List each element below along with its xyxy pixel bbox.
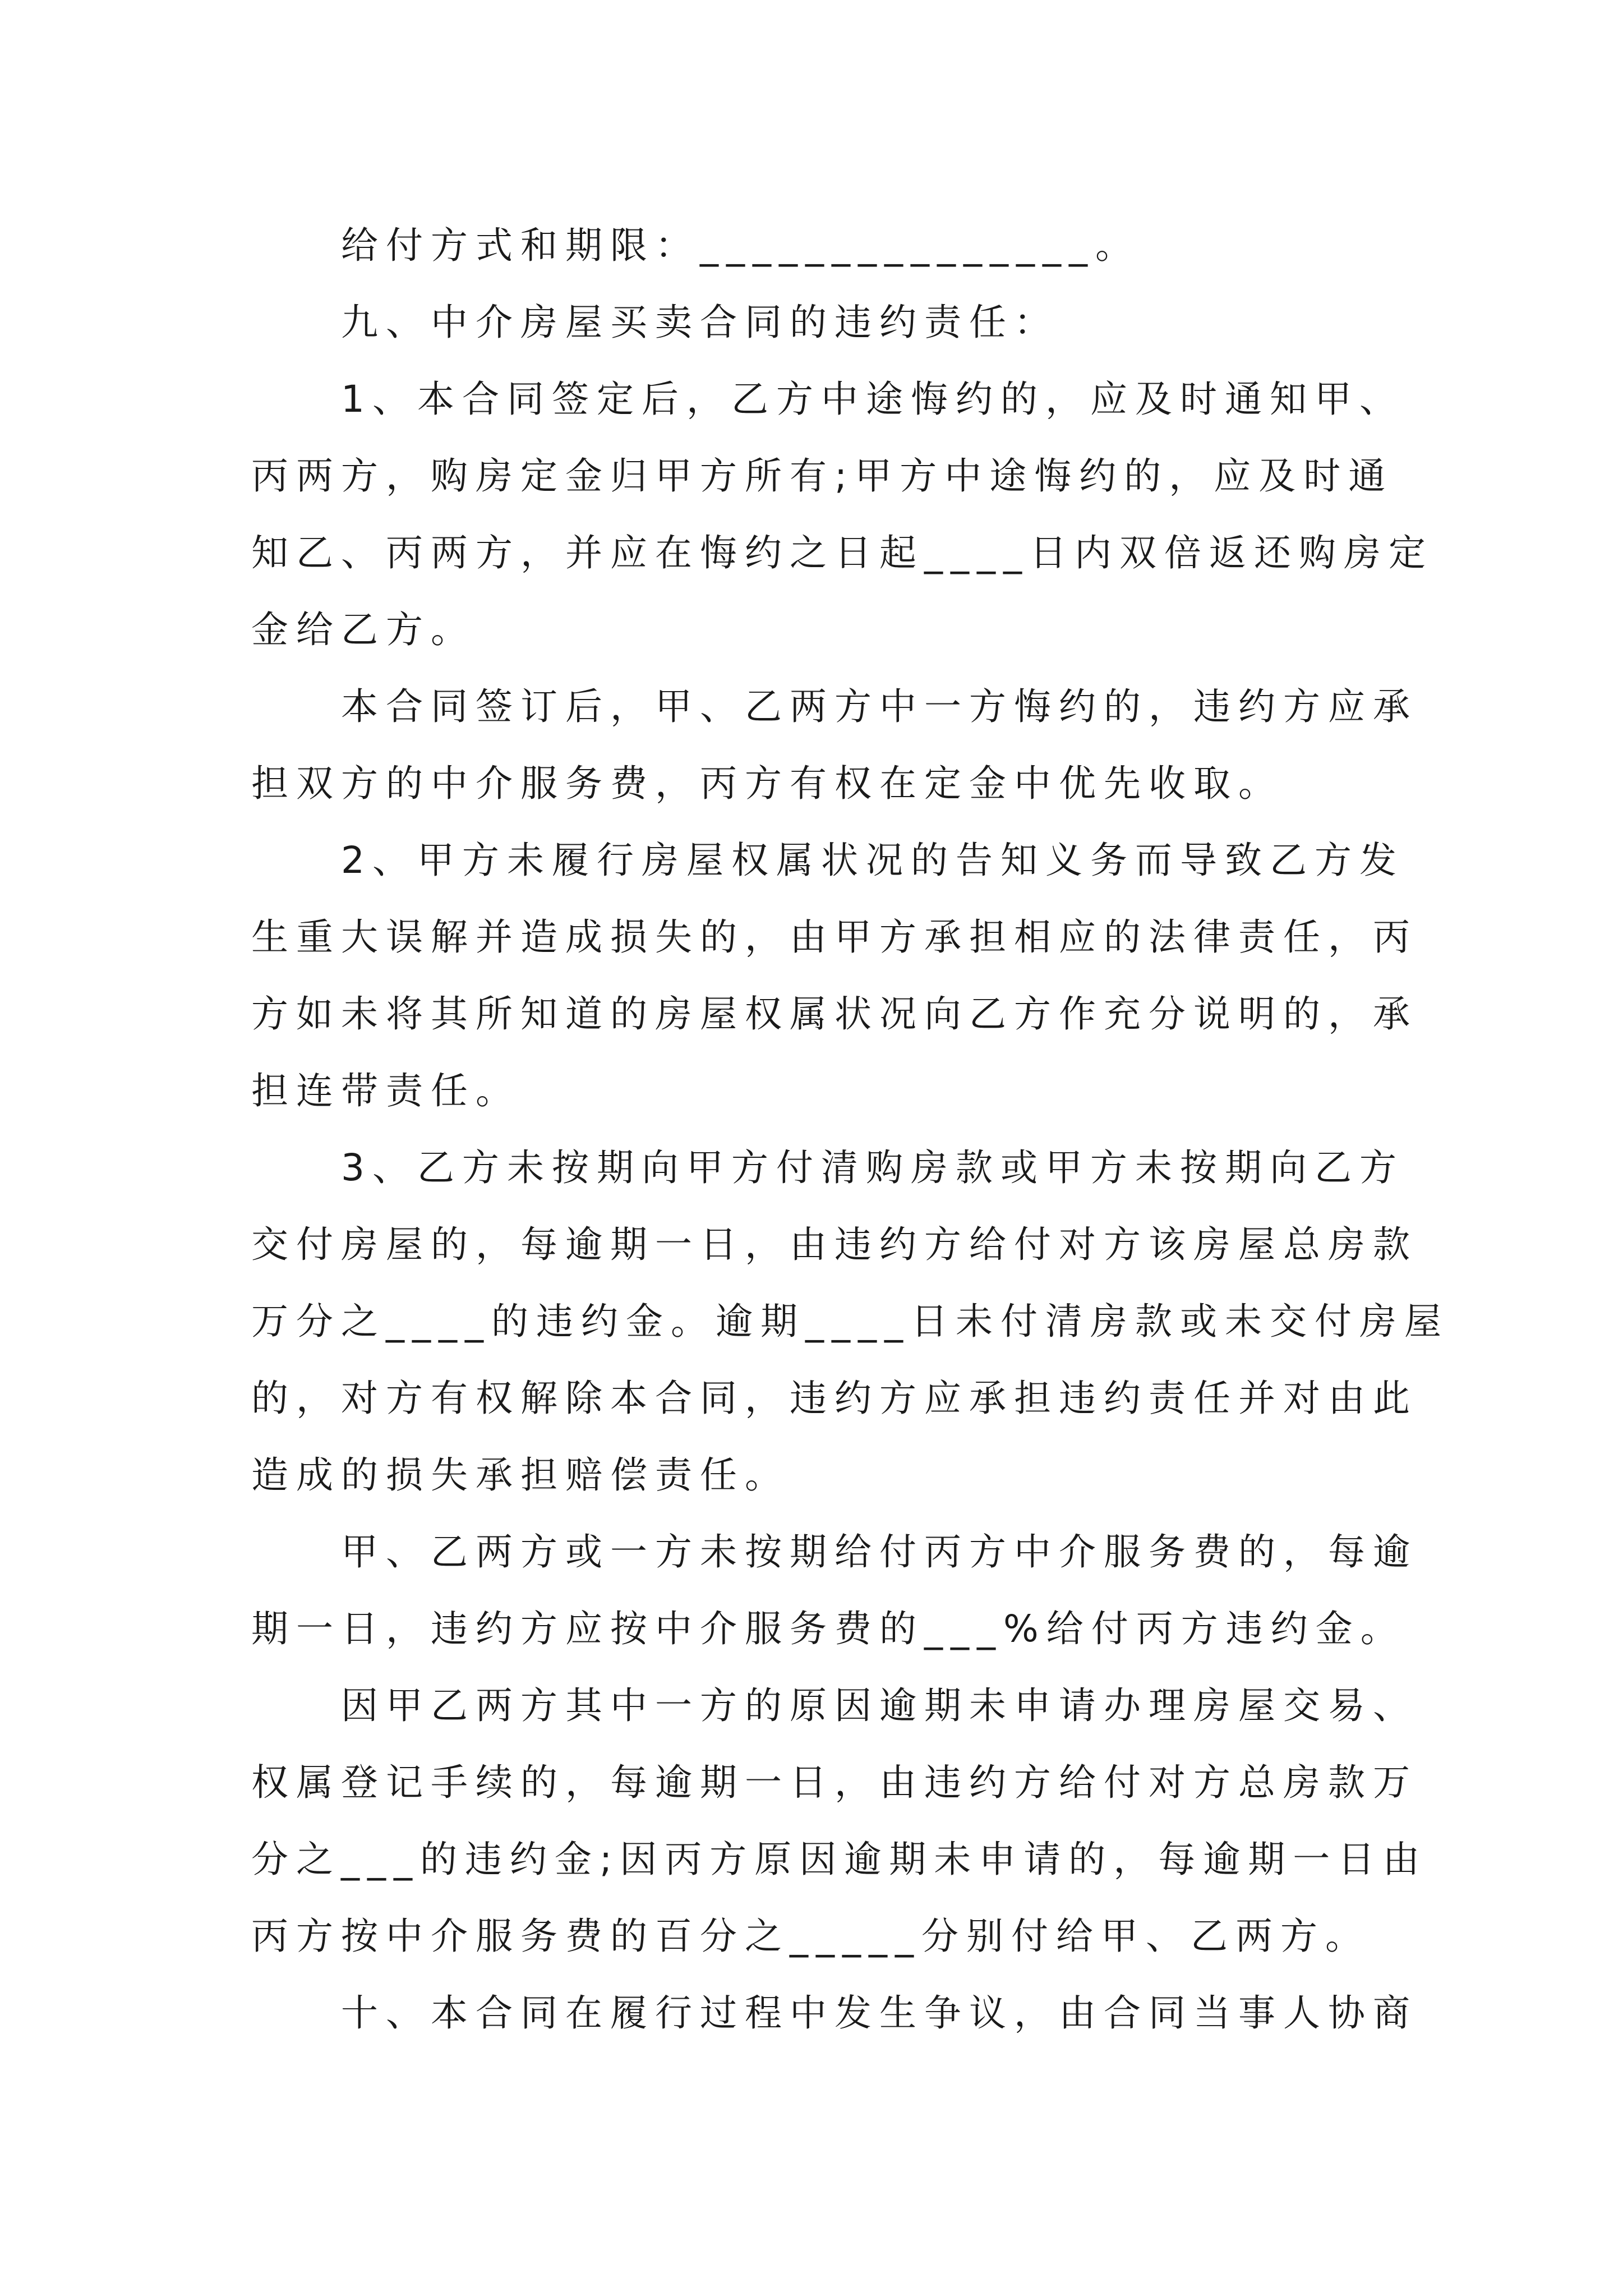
text-line: 甲、乙两方或一方未按期给付丙方中介服务费的，每逾: [341, 1530, 1418, 1573]
text-line: 担双方的中介服务费，丙方有权在定金中优先收取。: [251, 762, 1283, 805]
text-line: 权属登记手续的，每逾期一日，由违约方给付对方总房款万: [251, 1761, 1418, 1804]
text-line: 方如未将其所知道的房屋权属状况向乙方作充分说明的，承: [251, 992, 1418, 1036]
text-line: 2、甲方未履行房屋权属状况的告知义务而导致乙方发: [341, 839, 1404, 882]
text-line: 担连带责任。: [251, 1069, 520, 1112]
text-line: 本合同签订后，甲、乙两方中一方悔约的，违约方应承: [341, 685, 1418, 728]
section-heading-dispute: 十、本合同在履行过程中发生争议，由合同当事人协商: [341, 1991, 1418, 2035]
text-line: 生重大误解并造成损失的，由甲方承担相应的法律责任，丙: [251, 915, 1418, 959]
text-line: 知乙、丙两方，并应在悔约之日起____日内双倍返还购房定: [251, 531, 1433, 574]
text-line: 万分之____的违约金。逾期____日未付清房款或未交付房屋: [251, 1300, 1449, 1343]
text-line: 1、本合同签定后，乙方中途悔约的，应及时通知甲、: [341, 378, 1404, 421]
text-line: 期一日，违约方应按中介服务费的___%给付丙方违约金。: [251, 1607, 1405, 1650]
text-line: 金给乙方。: [251, 608, 476, 651]
text-line: 丙方按中介服务费的百分之_____分别付给甲、乙两方。: [251, 1915, 1370, 1958]
text-line: 的，对方有权解除本合同，违约方应承担违约责任并对由此: [251, 1377, 1418, 1420]
text-line: 3、乙方未按期向甲方付清购房款或甲方未按期向乙方: [341, 1146, 1404, 1189]
text-line: 造成的损失承担赔偿责任。: [251, 1453, 790, 1497]
text-line: 交付房屋的，每逾期一日，由违约方给付对方该房屋总房款: [251, 1223, 1418, 1266]
text-line-payment-terms: 给付方式和期限：_______________。: [341, 224, 1140, 267]
text-line: 分之___的违约金;因丙方原因逾期未申请的，每逾期一日由: [251, 1838, 1428, 1881]
text-line: 因甲乙两方其中一方的原因逾期未申请办理房屋交易、: [341, 1684, 1418, 1727]
text-line: 丙两方，购房定金归甲方所有;甲方中途悔约的，应及时通: [251, 454, 1394, 498]
section-heading-breach-liability: 九、中介房屋买卖合同的违约责任：: [341, 301, 1059, 344]
